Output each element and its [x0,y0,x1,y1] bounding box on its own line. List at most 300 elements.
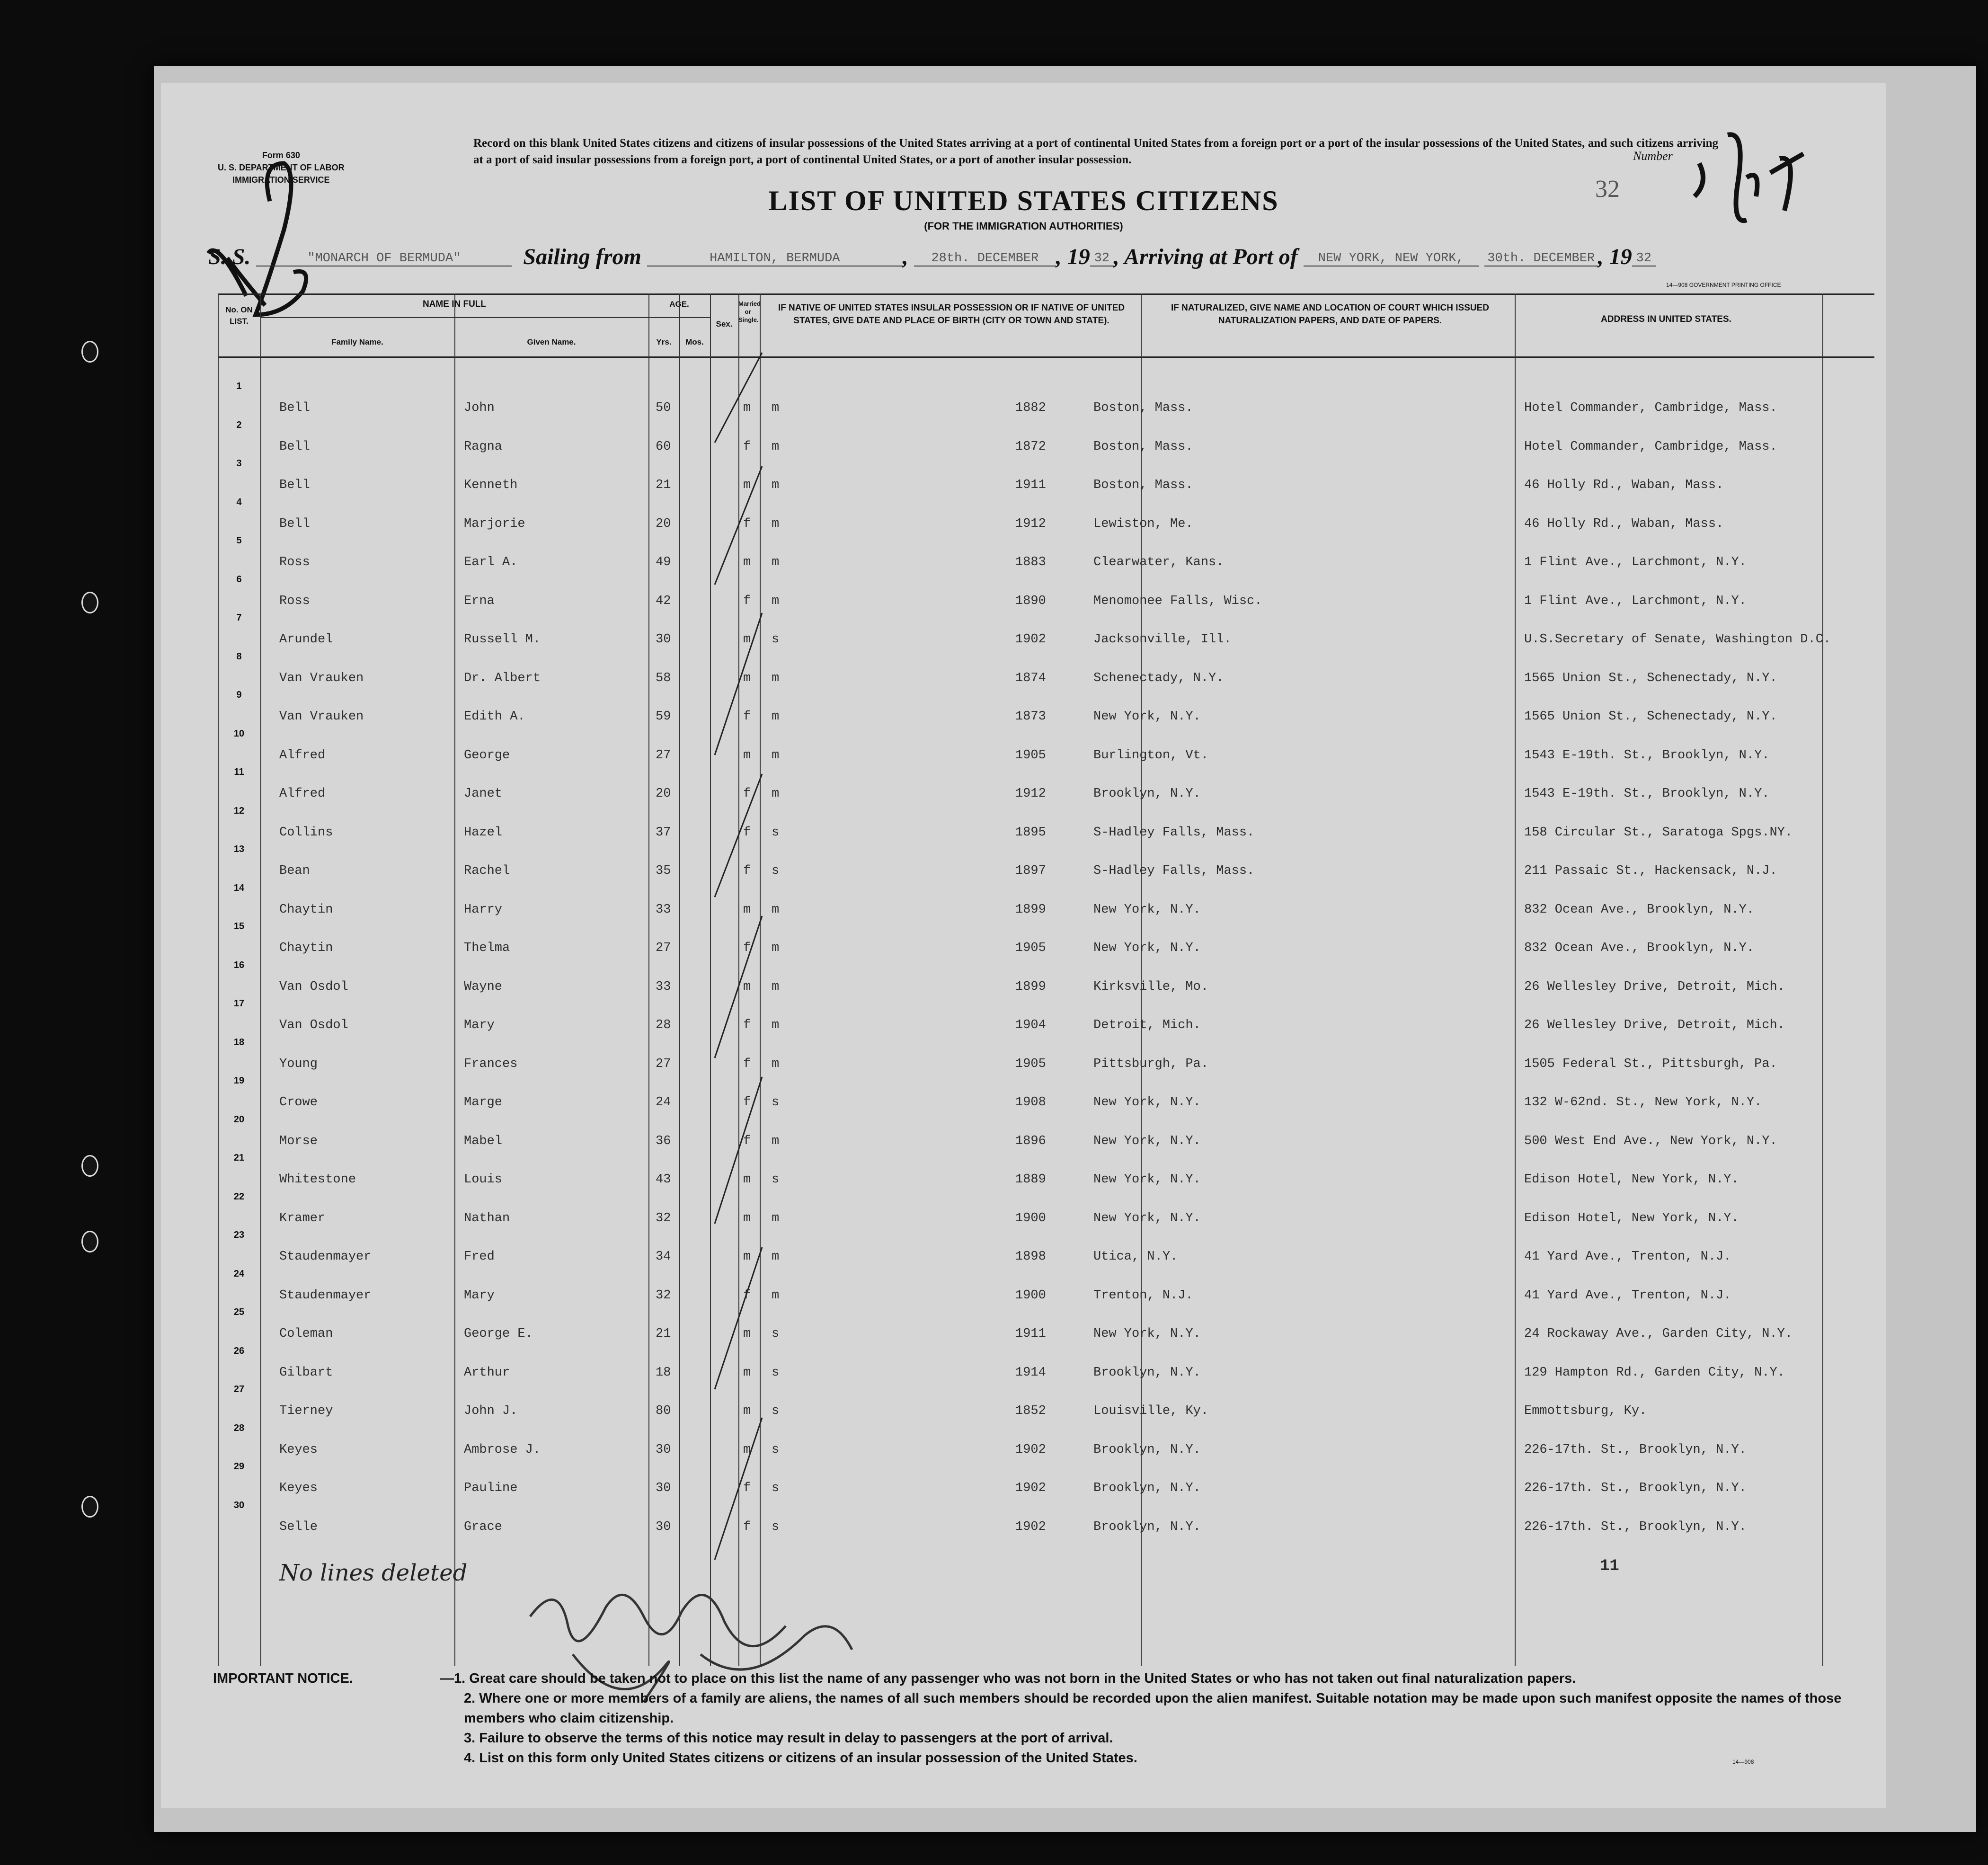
table-row [218,1500,1874,1539]
cell-place: Pittsburgh, Pa. [1093,1057,1209,1071]
cell-year: 1889 [1015,1172,1046,1187]
cell-given: Janet [464,787,503,801]
cell-no: 17 [233,998,245,1009]
cell-ms: s [772,864,780,878]
cell-sex: f [743,1519,751,1534]
cell-year: 1896 [1015,1134,1046,1148]
cell-year: 1852 [1015,1404,1046,1418]
service-name: IMMIGRATION SERVICE [232,175,330,185]
check-marks [710,348,767,1588]
table-row [218,497,1874,536]
cell-given: Grace [464,1519,503,1534]
cell-year: 1900 [1015,1288,1046,1303]
cell-sex: f [743,516,751,531]
printer-mark: 14—908 GOVERNMENT PRINTING OFFICE [1666,282,1781,288]
table-row [218,1423,1874,1462]
table-row [218,651,1874,690]
table-row [218,1230,1874,1269]
cell-age: 30 [656,632,671,647]
cell-ms: s [772,825,780,840]
cell-address: U.S.Secretary of Senate, Washington D.C. [1524,632,1831,647]
cell-sex: f [743,1018,751,1032]
cell-sex: m [743,401,751,415]
table-row [218,458,1874,497]
cell-year: 1902 [1015,1481,1046,1495]
cell-ms: s [772,1095,780,1110]
cell-age: 50 [656,401,671,415]
footer-code: 14—908 [1732,1758,1754,1765]
cell-no: 18 [233,1037,245,1048]
cell-ms: m [772,1250,780,1264]
cell-given: Erna [464,594,495,608]
cell-year: 1912 [1015,516,1046,531]
cell-no: 7 [236,613,242,623]
cell-address: 132 W-62nd. St., New York, N.Y. [1524,1095,1762,1110]
cell-given: Frances [464,1057,518,1071]
cell-age: 27 [656,748,671,763]
cell-address: 832 Ocean Ave., Brooklyn, N.Y. [1524,941,1755,955]
table-row [218,844,1874,883]
cell-address: 41 Yard Ave., Trenton, N.J. [1524,1288,1731,1303]
cell-no: 5 [236,535,242,546]
cell-age: 58 [656,671,671,685]
cell-address: 1565 Union St., Schenectady, N.Y. [1524,671,1777,685]
table-row [218,613,1874,651]
cell-age: 21 [656,478,671,492]
cell-address: 226-17th. St., Brooklyn, N.Y. [1524,1481,1747,1495]
cell-sex: m [743,902,751,917]
cell-ms: m [772,710,780,724]
cell-family: Bell [279,439,310,454]
cell-no: 3 [236,458,242,469]
cell-ms: s [772,1442,780,1457]
cell-given: Wayne [464,979,503,994]
cell-place: Clearwater, Kans. [1093,555,1224,569]
cell-place: Detroit, Mich. [1093,1018,1201,1032]
cell-address: 1 Flint Ave., Larchmont, N.Y. [1524,555,1747,569]
header-age: AGE. [669,300,689,309]
cell-ms: m [772,594,780,608]
header-name-in-full: NAME IN FULL [422,299,487,309]
cell-place: New York, N.Y. [1093,941,1201,955]
notice-item-4: 4. List on this form only United States citizens or citizens of an insular possession of the United States. [464,1750,1137,1766]
notice-item-2: 2. Where one or more members of a family are aliens, the names of all such members should be recorded upon the alien manifest. Suitable notation may be made upon such manifest opposite the names of those members who claim citizenship. [464,1691,1842,1726]
cell-given: Ambrose J. [464,1442,541,1457]
cell-year: 1883 [1015,555,1046,569]
cell-address: 1543 E-19th. St., Brooklyn, N.Y. [1524,787,1770,801]
cell-no: 26 [233,1345,245,1356]
cell-address: Hotel Commander, Cambridge, Mass. [1524,439,1777,454]
cell-place: New York, N.Y. [1093,1327,1201,1341]
manifest-sheet [161,83,1886,1808]
cell-sex: f [743,1288,751,1303]
cell-sex: m [743,1172,751,1187]
cell-place: Kirksville, Mo. [1093,979,1209,994]
cell-family: Bell [279,401,310,415]
cell-age: 36 [656,1134,671,1148]
cell-age: 32 [656,1288,671,1303]
table-row [218,1307,1874,1346]
cell-place: Schenectady, N.Y. [1093,671,1224,685]
cell-address: 226-17th. St., Brooklyn, N.Y. [1524,1519,1747,1534]
cell-sex: m [743,1211,751,1226]
cell-age: 30 [656,1519,671,1534]
table-row [218,1114,1874,1153]
page-number: 32 [1595,176,1620,203]
cell-no: 29 [233,1461,245,1472]
arrival-year: 32 [1632,251,1656,266]
notice-item-1: —1. Great care should be taken not to place on this list the name of any passenger who was not born in the United States or who has not taken out final naturalization papers. [440,1671,1576,1686]
cell-address: Hotel Commander, Cambridge, Mass. [1524,401,1777,415]
table-row [218,1153,1874,1191]
cell-year: 1902 [1015,632,1046,647]
cell-age: 24 [656,1095,671,1110]
cell-year: 1908 [1015,1095,1046,1110]
cell-no: 10 [233,728,245,739]
cell-age: 28 [656,1018,671,1032]
cell-address: Edison Hotel, New York, N.Y. [1524,1172,1739,1187]
cell-year: 1873 [1015,710,1046,724]
header-naturalization: IF NATURALIZED, GIVE NAME AND LOCATION OF COURT WHICH ISSUED NATURALIZATION PAPERS, AND DATE OF PAPERS. [1171,303,1489,326]
cell-year: 1904 [1015,1018,1046,1032]
cell-family: Crowe [279,1095,318,1110]
cell-no: 20 [233,1114,245,1125]
cell-place: New York, N.Y. [1093,710,1201,724]
passenger-tally: 11 [1600,1557,1619,1575]
cell-age: 49 [656,555,671,569]
cell-sex: f [743,1134,751,1148]
table-row [218,1269,1874,1307]
cell-family: Morse [279,1134,318,1148]
cell-age: 18 [656,1365,671,1380]
cell-place: Brooklyn, N.Y. [1093,1519,1201,1534]
cell-given: Earl A. [464,555,518,569]
cell-ms: m [772,902,780,917]
voyage-line: S. S. "MONARCH OF BERMUDA" Sailing from HAMILTON, BERMUDA , 28th. DECEMBER , 19 32 , Arriving at Port of NEW YORK, NEW YORK, 30th. DECEMBER , 19 32 [208,244,1656,270]
cell-given: George [464,748,510,763]
table-row [218,883,1874,922]
cell-ms: m [772,1288,780,1303]
form-title: LIST OF UNITED STATES CITIZENS [768,185,1279,216]
header-address: ADDRESS IN UNITED STATES. [1601,314,1731,324]
cell-family: Van Vrauken [279,671,364,685]
cell-family: Van Vrauken [279,710,364,724]
cell-family: Tierney [279,1404,333,1418]
cell-year: 1911 [1015,478,1046,492]
cell-ms: s [772,632,780,647]
cell-given: Mabel [464,1134,503,1148]
cell-ms: m [772,1018,780,1032]
table-row [218,420,1874,459]
cell-place: S-Hadley Falls, Mass. [1093,864,1255,878]
cell-sex: f [743,710,751,724]
cell-age: 27 [656,941,671,955]
cell-year: 1898 [1015,1250,1046,1264]
cell-place: Boston, Mass. [1093,439,1193,454]
cell-age: 59 [656,710,671,724]
binder-hole [81,1496,98,1518]
cell-no: 15 [233,921,245,932]
cell-place: New York, N.Y. [1093,1095,1201,1110]
cell-year: 1895 [1015,825,1046,840]
cell-no: 4 [236,497,242,507]
arrival-port: NEW YORK, NEW YORK, [1304,251,1479,266]
cell-family: Collins [279,825,333,840]
header-sex: Sex. [716,320,733,329]
cell-ms: m [772,516,780,531]
cell-no: 23 [233,1230,245,1240]
table-row [218,574,1874,613]
cell-year: 1905 [1015,1057,1046,1071]
cell-age: 27 [656,1057,671,1071]
cell-sex: f [743,1057,751,1071]
cell-ms: m [772,478,780,492]
cell-sex: f [743,825,751,840]
cell-year: 1890 [1015,594,1046,608]
cell-ms: s [772,1481,780,1495]
cell-age: 30 [656,1442,671,1457]
arrival-date: 30th. DECEMBER [1484,251,1598,266]
header-given-name: Given Name. [527,337,576,346]
cell-no: 28 [233,1422,245,1433]
cell-given: Ragna [464,439,503,454]
number-label: Number [1633,149,1673,163]
cell-place: Lewiston, Me. [1093,516,1193,531]
cell-no: 27 [233,1384,245,1394]
cell-no: 6 [236,574,242,585]
cell-family: Bell [279,516,310,531]
cell-no: 22 [233,1191,245,1202]
cell-sex: m [743,555,751,569]
cell-age: 33 [656,902,671,917]
cell-given: Harry [464,902,503,917]
cell-given: John J. [464,1404,518,1418]
cell-given: Kenneth [464,478,518,492]
cell-given: Rachel [464,864,510,878]
cell-place: New York, N.Y. [1093,1134,1201,1148]
cell-place: Brooklyn, N.Y. [1093,1365,1201,1380]
cell-given: Thelma [464,941,510,955]
cell-year: 1897 [1015,864,1046,878]
cell-age: 37 [656,825,671,840]
sailing-from-label: Sailing from [523,244,641,269]
cell-family: Van Osdol [279,1018,348,1032]
cell-family: Arundel [279,632,333,647]
cell-no: 12 [233,805,245,816]
cell-family: Keyes [279,1481,318,1495]
cell-year: 1912 [1015,787,1046,801]
cell-sex: m [743,1442,751,1457]
cell-given: John [464,401,495,415]
cell-ms: m [772,671,780,685]
cell-place: New York, N.Y. [1093,902,1201,917]
arriving-label: Arriving at Port of [1124,244,1298,269]
binder-hole [81,341,98,363]
cell-place: S-Hadley Falls, Mass. [1093,825,1255,840]
cell-age: 80 [656,1404,671,1418]
cell-address: 26 Wellesley Drive, Detroit, Mich. [1524,979,1785,994]
cell-ms: m [772,979,780,994]
cell-no: 30 [233,1500,245,1510]
table-row [218,1346,1874,1385]
cell-sex: f [743,439,751,454]
cell-year: 1902 [1015,1519,1046,1534]
cell-address: 24 Rockaway Ave., Garden City, N.Y. [1524,1327,1793,1341]
cell-place: Boston, Mass. [1093,478,1193,492]
instructions-paragraph: Record on this blank United States citizens and citizens of insular possessions of the United States arriving at a port of continental United States from a foreign port or a port of the insular possessions of the United States, and such citizens arriving at a port of said insular possessions from a foreign port, a port of continental United States, or a port of another insular possession. [473,137,1718,166]
cell-sex: m [743,748,751,763]
header-years: Yrs. [656,337,672,346]
cell-given: Edith A. [464,710,525,724]
cell-year: 1902 [1015,1442,1046,1457]
notice-label: IMPORTANT NOTICE. [213,1671,353,1686]
cell-year: 1914 [1015,1365,1046,1380]
cell-family: Whitestone [279,1172,356,1187]
departure-date: 28th. DECEMBER [914,251,1056,266]
table-row [218,1037,1874,1076]
cell-place: Louisville, Ky. [1093,1404,1209,1418]
cell-sex: m [743,1365,751,1380]
cell-given: Marge [464,1095,503,1110]
cell-age: 20 [656,516,671,531]
form-number: Form 630 [262,151,300,160]
cell-family: Alfred [279,787,326,801]
cell-age: 34 [656,1250,671,1264]
cell-place: Boston, Mass. [1093,401,1193,415]
cell-address: 211 Passaic St., Hackensack, N.J. [1524,864,1777,878]
cell-family: Selle [279,1519,318,1534]
cell-address: 226-17th. St., Brooklyn, N.Y. [1524,1442,1747,1457]
cell-sex: m [743,632,751,647]
cell-place: New York, N.Y. [1093,1211,1201,1226]
table-row [218,998,1874,1037]
cell-age: 30 [656,1481,671,1495]
department-name: U. S. DEPARTMENT OF LABOR [218,163,345,172]
cell-family: Chaytin [279,941,333,955]
cell-no: 1 [236,381,242,391]
cell-age: 43 [656,1172,671,1187]
cell-address: 129 Hampton Rd., Garden City, N.Y. [1524,1365,1785,1380]
handwritten-note: No lines deleted [279,1560,468,1586]
form-subtitle: (FOR THE IMMIGRATION AUTHORITIES) [924,220,1123,232]
cell-no: 16 [233,959,245,970]
cell-age: 32 [656,1211,671,1226]
cell-no: 8 [236,651,242,662]
cell-place: New York, N.Y. [1093,1172,1201,1187]
binder-hole [81,1231,98,1252]
cell-place: Menomonee Falls, Wisc. [1093,594,1262,608]
cell-no: 14 [233,882,245,893]
cell-year: 1899 [1015,902,1046,917]
notice-item-3: 3. Failure to observe the terms of this notice may result in delay to passengers at the port of arrival. [464,1731,1113,1746]
table-row [218,921,1874,960]
year-label: 19 [1609,244,1632,269]
cell-no: 19 [233,1075,245,1086]
cell-address: Edison Hotel, New York, N.Y. [1524,1211,1739,1226]
cell-ms: m [772,748,780,763]
table-row [218,535,1874,574]
cell-sex: m [743,1404,751,1418]
cell-year: 1900 [1015,1211,1046,1226]
cell-age: 42 [656,594,671,608]
table-row [218,1191,1874,1230]
cell-sex: f [743,1095,751,1110]
cell-family: Van Osdol [279,979,348,994]
cell-family: Alfred [279,748,326,763]
cell-sex: m [743,1327,751,1341]
cell-sex: m [743,1250,751,1264]
cell-age: 21 [656,1327,671,1341]
cell-age: 33 [656,979,671,994]
cell-no: 2 [236,419,242,430]
cell-ms: m [772,941,780,955]
cell-age: 35 [656,864,671,878]
cell-given: Mary [464,1018,495,1032]
cell-address: 1505 Federal St., Pittsburgh, Pa. [1524,1057,1777,1071]
cell-ms: m [772,1134,780,1148]
cell-family: Coleman [279,1327,333,1341]
table-row [218,767,1874,806]
cell-no: 24 [233,1268,245,1279]
cell-sex: m [743,979,751,994]
header-family-name: Family Name. [331,337,383,346]
header-married-or-single: Married or Single. [738,300,761,323]
cell-given: Pauline [464,1481,518,1495]
cell-ms: m [772,1211,780,1226]
cell-family: Keyes [279,1442,318,1457]
cell-age: 60 [656,439,671,454]
cell-year: 1872 [1015,439,1046,454]
cell-no: 21 [233,1153,245,1163]
cell-sex: f [743,787,751,801]
cell-year: 1882 [1015,401,1046,415]
header-months: Mos. [685,337,704,346]
table-row [218,806,1874,844]
cell-address: 832 Ocean Ave., Brooklyn, N.Y. [1524,902,1755,917]
cell-place: Burlington, Vt. [1093,748,1209,763]
cell-given: Louis [464,1172,503,1187]
cell-given: Nathan [464,1211,510,1226]
cell-address: 1543 E-19th. St., Brooklyn, N.Y. [1524,748,1770,763]
cell-no: 25 [233,1307,245,1317]
cell-family: Young [279,1057,318,1071]
header-place-of-birth: IF NATIVE OF UNITED STATES INSULAR POSSESSION OR IF NATIVE OF UNITED STATES, GIVE DATE AND PLACE OF BIRTH (CITY OR TOWN AND STATE). [778,303,1125,326]
cell-address: Emmottsburg, Ky. [1524,1404,1647,1418]
cell-given: Hazel [464,825,503,840]
departure-year: 32 [1090,251,1114,266]
cell-year: 1874 [1015,671,1046,685]
cell-given: Russell M. [464,632,541,647]
cell-family: Gilbart [279,1365,333,1380]
cell-ms: s [772,1519,780,1534]
cell-address: 500 West End Ave., New York, N.Y. [1524,1134,1777,1148]
cell-ms: s [772,1172,780,1187]
cell-ms: m [772,555,780,569]
cell-ms: s [772,1327,780,1341]
cell-sex: f [743,864,751,878]
cell-address: 158 Circular St., Saratoga Spgs.NY. [1524,825,1793,840]
cell-family: Bell [279,478,310,492]
cell-place: Jacksonville, Ill. [1093,632,1232,647]
cell-year: 1905 [1015,748,1046,763]
cell-no: 9 [236,690,242,700]
cell-ms: m [772,1057,780,1071]
table-row [218,381,1874,420]
table-row [218,690,1874,728]
cell-ms: m [772,401,780,415]
cell-given: Marjorie [464,516,525,531]
cell-ms: s [772,1365,780,1380]
